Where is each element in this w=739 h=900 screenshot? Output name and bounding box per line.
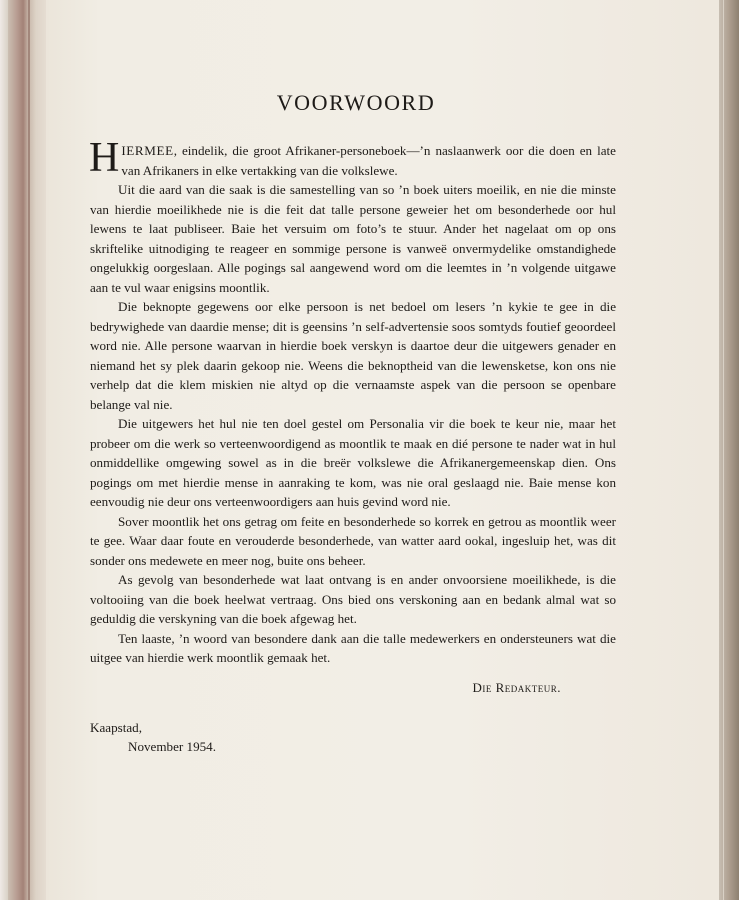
paragraph-1-text: , eindelik, die groot Afrikaner-personeboek—’n naslaanwerk oor die doen en late van Afrikaners in elke vertakking van die volkslewe.: [121, 143, 616, 178]
book-page: [46, 0, 719, 900]
book-spine: [8, 0, 48, 900]
drop-cap-letter: H: [89, 135, 120, 181]
scan-background: [0, 0, 8, 900]
page-edge-right: [719, 0, 739, 900]
paragraph-6: As gevolg van besonderhede wat laat ontvang is en ander onvoorsiene moeilikhede, is die voltooiing van die boek heelwat vertraag. Ons bied ons verskoning aan en bedank almal wat so geduldig die verskyning van die boek afgewag het.: [90, 572, 616, 626]
editor-signature: [90, 680, 616, 696]
opening-word-rest: IERMEE: [121, 143, 174, 158]
paragraph-2: Uit die aard van die saak is die samestelling van so ’n boek uiters moeilik, en nie die minste van hierdie moeilikhede nie is die feit dat talle persone geweier het om besonderhede oor hul lewens te laat publiseer. Baie het versuim om foto’s te stuur. Ander het nagelaat om op ons skriftelike uitnodiging te reageer en sommige persone is vanweë onvermydelike omstandighede ongelukkig oorgeslaan. Alle pogings sal aangewend word om die leemtes in ’n volgende uitgawe aan te vul waar enigsins moontlik.: [90, 182, 616, 295]
paragraph-1: [89, 135, 616, 181]
spine-crease: [28, 0, 30, 900]
paragraph-4: Die uitgewers het hul nie ten doel gestel om Personalia vir die boek te keur nie, maar het probeer om die werk so verteenwoordigend as moontlik te maak en dié persone te nader wat in hul onmiddellike omgewing sowel as in die breër volkslewe die Afrikanergemeenskap dien. Ons pogings om met hierdie mense in aanraking te kom, was nie oral geslaagd nie. Baie mense kon eenvoudig nie deur ons verteenwoordigers aan huis gevind word nie.: [90, 416, 616, 509]
foreword-content: [90, 90, 616, 757]
place-line: Kaapstad,: [90, 719, 142, 735]
paragraph-3: Die beknopte gegewens oor elke persoon is net bedoel om lesers ’n kykie te gee in die bedrywighede van daardie mense; dit is geensins ’n self-advertensie soos somtyds foutief geoordeel word nie. Alle persone waarvan in hierdie boek verskyn is daartoe deur die uitgewers genader en niemand het sy plek daarin gekoop nie. Weens die beknoptheid van die lewensketse, kon ons nie verhelp dat die klem miskien nie altyd op die vernaamste aspek van die persoon se openbare belange val nie.: [90, 299, 616, 412]
paragraph-7: Ten laaste, ’n woord van besondere dank aan die talle medewerkers en ondersteuners wat die uitgee van hierdie werk moontlik gemaak het.: [90, 630, 616, 665]
date-line: November 1954.: [128, 739, 216, 754]
signature-text: Die Redakteur.: [472, 679, 561, 695]
paragraph-5: Sover moontlik het ons getrag om feite en besonderhede so korrek en getrou as moontlik weer te gee. Waar daar foute en verouderde besonderhede, van watter aard ookal, ingesluip het, was dit sonder ons medewete en meer nog, buite ons beheer.: [90, 513, 616, 568]
page-title: VOORWOORD: [276, 90, 436, 115]
